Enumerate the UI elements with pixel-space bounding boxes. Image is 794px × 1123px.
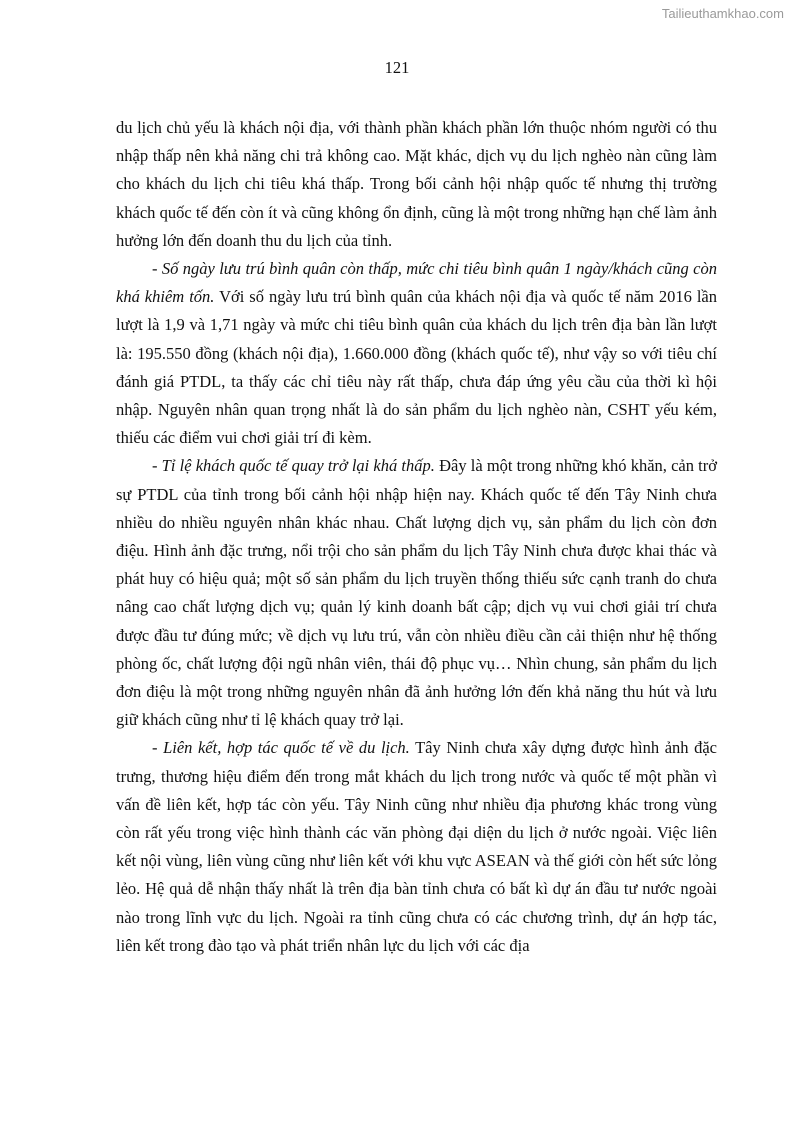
paragraph-4 bbox=[116, 734, 717, 960]
paragraph-1-text: du lịch chủ yếu là khách nội địa, với thành phần khách phần lớn thuộc nhóm người có thu nhập thấp nên khả năng chi trả không cao. Mặt khác, dịch vụ du lịch nghèo nàn cũng làm cho khách du lịch chi tiêu khá thấp. Trong bối cảnh hội nhập quốc tế nhưng thị trường khách quốc tế đến còn ít và cũng không ổn định, cũng là một trong những hạn chế làm ảnh hưởng lớn đến doanh thu du lịch của tỉnh. bbox=[116, 118, 717, 250]
paragraph-4-heading: - Liên kết, hợp tác quốc tế về du lịch. bbox=[152, 738, 410, 758]
paragraph-3-text: Đây là một trong những khó khăn, cản trở sự PTDL của tỉnh trong bối cảnh hội nhập hiện nay. Khách quốc tế đến Tây Ninh chưa nhiều do nhiều nguyên nhân khác nhau. Chất lượng dịch vụ, sản phẩm du lịch còn đơn điệu. Hình ảnh đặc trưng, nổi trội cho sản phẩm du lịch Tây Ninh chưa được khai thác và phát huy có hiệu quả; một số sản phẩm du lịch truyền thống thiếu sức cạnh tranh do chưa nâng cao chất lượng dịch vụ; quản lý kinh doanh bất cập; dịch vụ vui chơi giải trí chưa được đầu tư đúng mức; về dịch vụ lưu trú, vẫn còn nhiều điều cần cải thiện như hệ thống phòng ốc, chất lượng đội ngũ nhân viên, thái độ phục vụ… Nhìn chung, sản phẩm du lịch đơn điệu là một trong những nguyên nhân đã ảnh hưởng lớn đến khả năng thu hút và lưu giữ khách cũng như tỉ lệ khách quay trở lại. bbox=[116, 456, 717, 730]
page-number: 121 bbox=[384, 58, 410, 77]
paragraph-2-heading: - Số ngày lưu trú bình quân còn thấp, mức chi tiêu bình quân 1 ngày/khách cũng còn khá khiêm tốn. bbox=[116, 259, 717, 307]
paragraph-3 bbox=[116, 452, 717, 734]
paragraph-3-heading: - Tỉ lệ khách quốc tế quay trở lại khá thấp. bbox=[152, 456, 435, 476]
paragraph-2 bbox=[116, 255, 717, 452]
watermark: Tailieuthamkhao.com bbox=[661, 6, 784, 21]
paragraph-1 bbox=[116, 114, 717, 255]
paragraph-2-text: Với số ngày lưu trú bình quân của khách nội địa và quốc tế năm 2016 lần lượt là 1,9 và 1,71 ngày và mức chi tiêu bình quân của khách du lịch trên địa bàn lần lượt là: 195.550 đồng (khách nội địa), 1.660.000 đồng (khách quốc tế), như vậy so với tiêu chí đánh giá PTDL, ta thấy các chỉ tiêu này rất thấp, chưa đáp ứng yêu cầu của thời kì hội nhập. Nguyên nhân quan trọng nhất là do sản phẩm du lịch nghèo nàn, CSHT yếu kém, thiếu các điểm vui chơi giải trí đi kèm. bbox=[116, 287, 717, 448]
paragraph-4-text: Tây Ninh chưa xây dựng được hình ảnh đặc trưng, thương hiệu điểm đến trong mắt khách du lịch trong nước và quốc tế một phần vì vấn đề liên kết, hợp tác còn yếu. Tây Ninh cũng như nhiều địa phương khác trong vùng còn rất yếu trong việc hình thành các văn phòng đại diện du lịch ở nước ngoài. Việc liên kết nội vùng, liên vùng cũng như liên kết với khu vực ASEAN và thế giới còn hết sức lỏng lẻo. Hệ quả dễ nhận thấy nhất là trên địa bàn tỉnh chưa có bất kì dự án đầu tư nước ngoài nào trong lĩnh vực du lịch. Ngoài ra tỉnh cũng chưa có các chương trình, dự án hợp tác, liên kết trong đào tạo và phát triển nhân lực du lịch với các địa bbox=[116, 738, 717, 955]
document-body bbox=[116, 114, 717, 960]
